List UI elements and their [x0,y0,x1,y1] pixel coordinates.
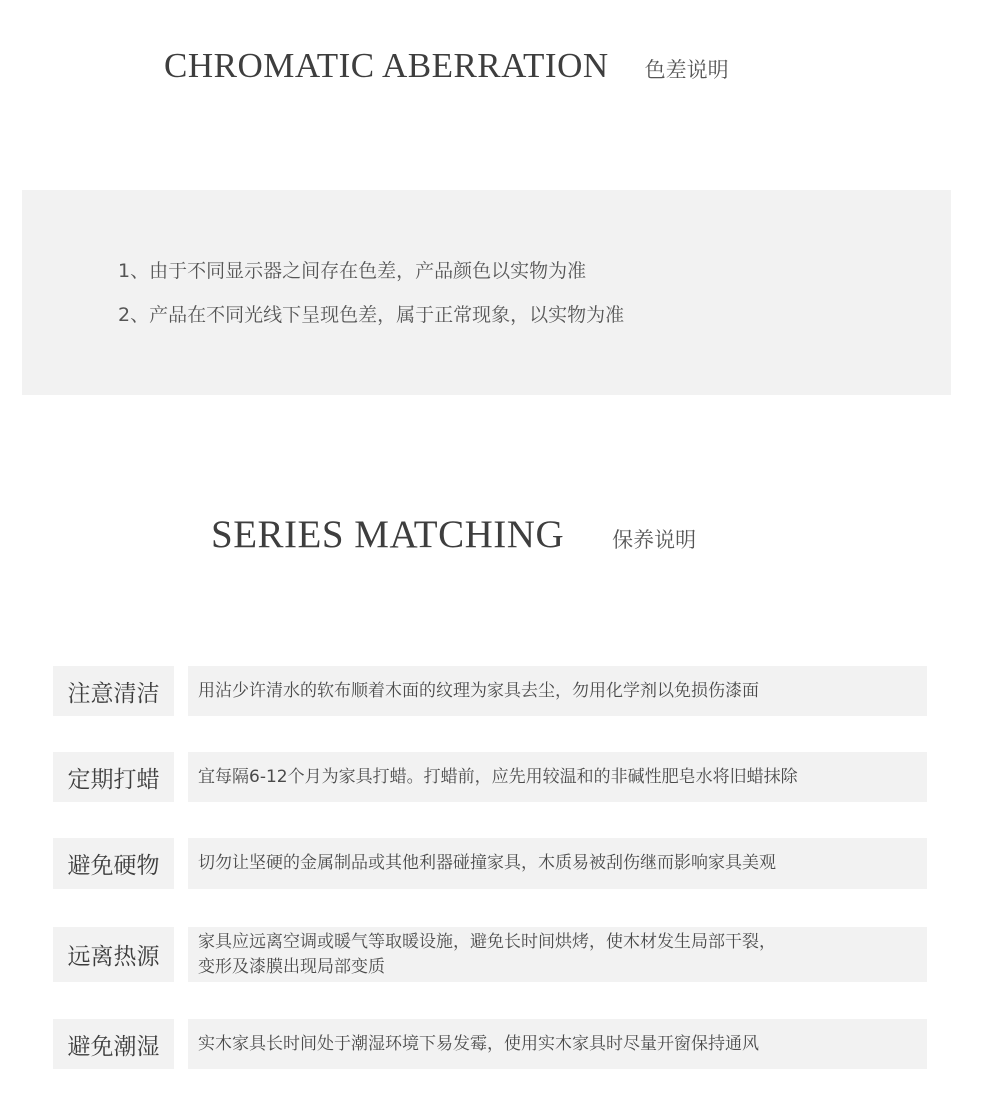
chromatic-note-1: 1、由于不同显示器之间存在色差，产品颜色以实物为准 [118,260,587,282]
care-description-line: 宜每隔6-12个月为家具打蜡。打蜡前，应先用较温和的非碱性肥皂水将旧蜡抹除 [198,766,798,787]
care-description-line: 用沾少许清水的软布顺着木面的纹理为家具去尘，勿用化学剂以免损伤漆面 [198,680,759,701]
chromatic-aberration-heading [164,46,729,86]
chromatic-title-en: CHROMATIC ABERRATION [164,46,609,85]
care-label: 避免硬物 [53,838,174,889]
care-row-waxing [53,752,927,802]
care-description-line: 切勿让坚硬的金属制品或其他利器碰撞家具，木质易被刮伤继而影响家具美观 [198,853,776,873]
series-title-cn: 保养说明 [612,528,697,552]
chromatic-title-cn: 色差说明 [644,58,729,82]
care-description-line: 变形及漆膜出现局部变质 [198,956,385,977]
chromatic-note-2: 2、产品在不同光线下呈现色差，属于正常现象，以实物为准 [118,304,625,326]
care-label: 避免潮湿 [53,1019,174,1069]
care-label: 远离热源 [53,927,174,982]
care-row-cleaning [53,666,927,716]
care-label: 定期打蜡 [53,752,174,802]
series-matching-heading [211,512,696,557]
care-description-line: 家具应远离空调或暖气等取暖设施，避免长时间烘烤，使木材发生局部干裂， [198,931,776,952]
care-row-hard-objects [53,838,927,889]
care-row-humidity [53,1019,927,1069]
care-description [188,666,927,716]
care-description-line: 实木家具长时间处于潮湿环境下易发霉，使用实木家具时尽量开窗保持通风 [198,1033,759,1054]
care-description [188,838,927,889]
care-label: 注意清洁 [53,666,174,716]
chromatic-notice-panel [22,190,951,395]
series-title-en: SERIES MATCHING [211,513,565,556]
care-row-heat-sources [53,927,927,982]
care-description [188,1019,927,1069]
care-description [188,927,927,982]
care-description [188,752,927,802]
